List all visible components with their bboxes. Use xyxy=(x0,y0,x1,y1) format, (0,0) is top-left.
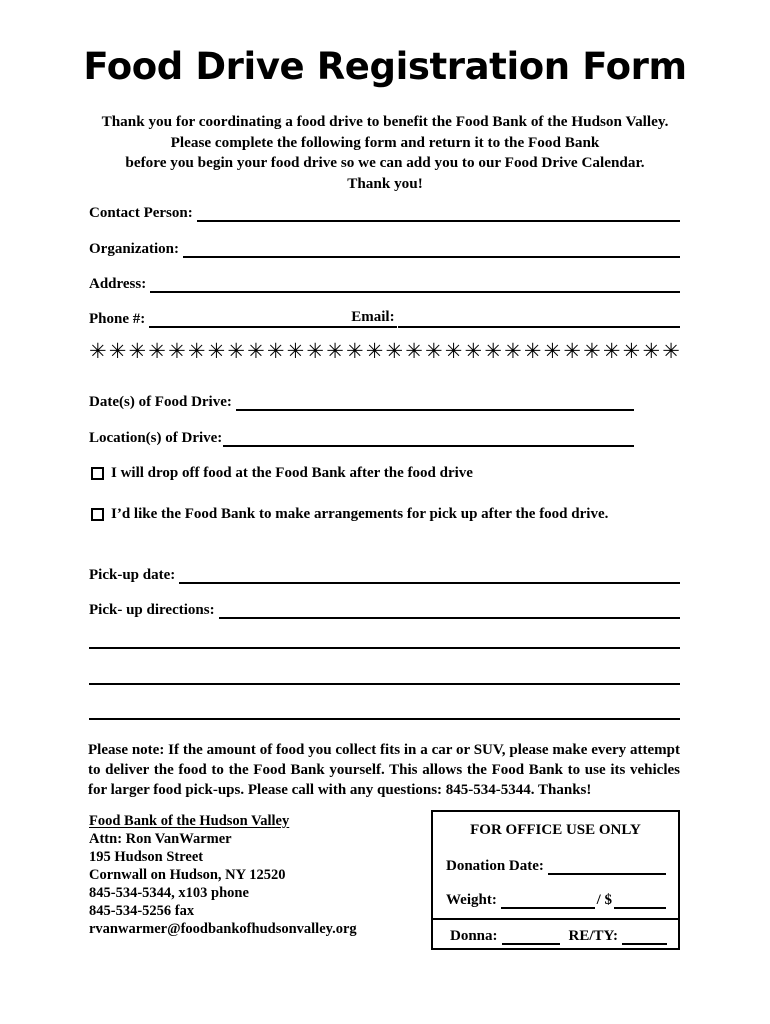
address-organization: Food Bank of the Hudson Valley xyxy=(89,813,290,829)
asterisk-glyph: ✳ xyxy=(187,339,206,363)
field-rule-phone[interactable] xyxy=(149,309,345,328)
asterisk-glyph: ✳ xyxy=(523,339,542,363)
field-label-drive-dates: Date(s) of Food Drive: xyxy=(89,394,232,410)
field-label-drive-locations: Location(s) of Drive: xyxy=(89,430,223,446)
field-pickup-directions[interactable] xyxy=(89,597,680,619)
asterisk-glyph: ✳ xyxy=(266,339,285,363)
field-rule-donation-date[interactable] xyxy=(548,856,666,875)
asterisk-glyph: ✳ xyxy=(148,339,166,363)
checkbox-row-pick-up[interactable] xyxy=(91,506,608,523)
asterisk-glyph: ✳ xyxy=(128,339,147,363)
blank-line-3[interactable] xyxy=(89,718,680,720)
field-rule-dollar[interactable] xyxy=(614,890,666,909)
intro-line-2: Please complete the following form and return it to the Food Bank xyxy=(170,133,600,151)
asterisk-glyph: ✳ xyxy=(543,339,562,363)
checkbox-label-pick-up: I’d like the Food Bank to make arrangements for pick up after the food drive. xyxy=(111,506,609,522)
field-organization[interactable] xyxy=(89,236,680,258)
footer-address-block xyxy=(89,812,357,938)
field-rule-pickup-directions[interactable] xyxy=(219,600,680,619)
asterisk-glyph: ✳ xyxy=(326,339,344,363)
field-label-weight-separator: / $ xyxy=(596,892,612,908)
address-phone: 845-534-5344, x103 phone xyxy=(89,885,249,901)
address-street: 195 Hudson Street xyxy=(89,849,204,865)
asterisk-glyph: ✳ xyxy=(286,339,305,363)
field-rule-organization[interactable] xyxy=(183,239,680,258)
field-rule-drive-locations[interactable] xyxy=(223,428,634,447)
checkbox-label-drop-off: I will drop off food at the Food Bank after the food drive xyxy=(111,465,473,481)
field-weight[interactable] xyxy=(446,890,666,909)
checkbox-icon-drop-off[interactable] xyxy=(91,467,104,480)
field-label-donna: Donna: xyxy=(450,928,498,944)
field-rule-contact-person[interactable] xyxy=(197,203,680,222)
field-label-phone: Phone #: xyxy=(89,311,146,327)
field-label-pickup-directions: Pick- up directions: xyxy=(89,602,215,618)
checkbox-icon-pick-up[interactable] xyxy=(91,508,104,521)
asterisk-glyph: ✳ xyxy=(504,339,522,363)
office-initials-row[interactable] xyxy=(450,926,667,945)
asterisk-glyph: ✳ xyxy=(642,339,661,363)
intro-line-1: Thank you for coordinating a food drive to benefit the Food Bank of the Hudson Valley. xyxy=(101,113,669,130)
field-rule-drive-dates[interactable] xyxy=(236,392,634,411)
asterisk-glyph: ✳ xyxy=(207,339,226,363)
asterisk-glyph: ✳ xyxy=(583,339,601,363)
asterisk-glyph: ✳ xyxy=(227,339,245,363)
field-label-email: Email: xyxy=(345,308,396,328)
field-rule-pickup-date[interactable] xyxy=(179,565,680,584)
address-attn: Attn: Ron VanWarmer xyxy=(89,831,232,847)
asterisk-glyph: ✳ xyxy=(602,339,621,363)
checkbox-row-drop-off[interactable] xyxy=(91,465,473,482)
asterisk-divider xyxy=(89,340,680,362)
intro-block xyxy=(85,112,685,194)
asterisk-glyph: ✳ xyxy=(425,339,443,363)
asterisk-glyph: ✳ xyxy=(108,339,127,363)
field-drive-locations[interactable] xyxy=(89,425,634,447)
office-box-divider xyxy=(433,918,678,920)
field-phone-email[interactable] xyxy=(89,306,680,328)
blank-line-2[interactable] xyxy=(89,683,680,685)
field-rule-address[interactable] xyxy=(150,274,680,293)
field-label-contact-person: Contact Person: xyxy=(89,205,193,221)
field-rule-email[interactable] xyxy=(398,309,680,328)
asterisk-glyph: ✳ xyxy=(405,339,423,363)
field-label-address: Address: xyxy=(89,276,147,292)
field-pickup-date[interactable] xyxy=(89,562,680,584)
asterisk-glyph: ✳ xyxy=(345,339,364,363)
asterisk-glyph: ✳ xyxy=(484,339,502,363)
field-contact-person[interactable] xyxy=(89,200,680,222)
asterisk-glyph: ✳ xyxy=(89,339,107,363)
asterisk-glyph: ✳ xyxy=(622,339,641,363)
field-donation-date[interactable] xyxy=(446,856,666,875)
field-label-rety: RE/TY: xyxy=(568,928,618,944)
intro-line-3: before you begin your food drive so we can add you to our Food Drive Calendar. xyxy=(125,154,645,171)
office-use-box xyxy=(431,810,680,950)
address-fax: 845-534-5256 fax xyxy=(89,903,195,919)
asterisk-glyph: ✳ xyxy=(365,339,384,363)
asterisk-glyph: ✳ xyxy=(306,339,325,363)
address-email: rvanwarmer@foodbankofhudsonvalley.org xyxy=(89,921,357,937)
field-label-pickup-date: Pick-up date: xyxy=(89,567,176,583)
field-rule-donna[interactable] xyxy=(502,926,560,945)
intro-line-4: Thank you! xyxy=(347,174,423,192)
asterisk-glyph: ✳ xyxy=(662,339,680,363)
field-drive-dates[interactable] xyxy=(89,389,634,411)
field-address[interactable] xyxy=(89,271,680,293)
field-rule-weight[interactable] xyxy=(501,890,595,909)
field-label-organization: Organization: xyxy=(89,241,179,257)
please-note-paragraph: Please note: If the amount of food you collect fits in a car or SUV, please make every attempt to deliver the food to the Food Bank yourself. This allows the Food Bank to use its vehicles for larger food pick-ups. Please call with any questions: 845-534-5344. Thanks! xyxy=(88,742,680,798)
field-rule-rety[interactable] xyxy=(622,926,667,945)
office-use-heading: FOR OFFICE USE ONLY xyxy=(470,822,641,838)
field-label-weight: Weight: xyxy=(446,892,497,908)
blank-line-1[interactable] xyxy=(89,647,680,649)
asterisk-glyph: ✳ xyxy=(444,339,463,363)
asterisk-glyph: ✳ xyxy=(464,339,483,363)
address-city-state-zip: Cornwall on Hudson, NY 12520 xyxy=(89,867,286,883)
field-label-donation-date: Donation Date: xyxy=(446,858,544,874)
asterisk-glyph: ✳ xyxy=(563,339,581,363)
page-title: Food Drive Registration Form xyxy=(83,45,687,88)
asterisk-glyph: ✳ xyxy=(168,339,186,363)
asterisk-glyph: ✳ xyxy=(247,339,265,363)
asterisk-glyph: ✳ xyxy=(385,339,404,363)
